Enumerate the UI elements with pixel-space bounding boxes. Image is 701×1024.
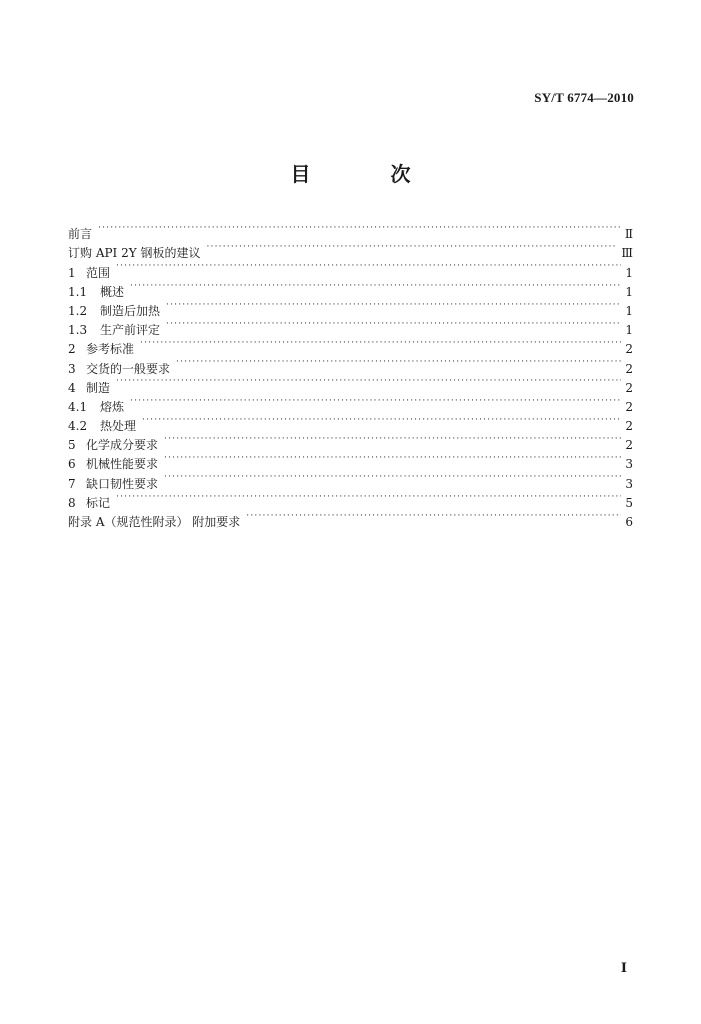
dot-leader xyxy=(164,449,621,468)
toc-entry-text: 机械性能要求 xyxy=(86,457,159,472)
table-of-contents xyxy=(68,219,633,529)
dot-leader xyxy=(176,353,621,372)
toc-entry-page: 1 xyxy=(625,284,633,299)
toc-entry-page: 1 xyxy=(625,323,633,338)
dot-leader xyxy=(130,277,621,296)
toc-entry-4-2[interactable] xyxy=(68,411,633,434)
toc-entry-number: 1.1 xyxy=(68,284,88,299)
toc-entry-3[interactable] xyxy=(68,353,633,376)
toc-entry-text: 参考标准 xyxy=(86,342,135,357)
dot-leader xyxy=(116,257,621,276)
page-number: Ⅰ xyxy=(620,960,627,975)
dot-leader xyxy=(166,315,621,334)
toc-entry-page: 2 xyxy=(625,438,633,453)
toc-entry-number: 4.1 xyxy=(68,399,88,414)
toc-entry-text: 热处理 xyxy=(100,419,137,434)
toc-entry-number: 5 xyxy=(68,438,76,453)
toc-entry-page: Ⅲ xyxy=(621,246,633,261)
dot-leader xyxy=(130,392,621,411)
toc-entry-1-1[interactable] xyxy=(68,277,633,299)
dot-leader xyxy=(164,430,621,449)
toc-entry-number: 6 xyxy=(68,457,76,472)
toc-entry-number: 7 xyxy=(68,476,76,491)
toc-entry-number: 2 xyxy=(68,342,76,357)
page-title: 目 次 xyxy=(290,162,441,186)
toc-entry-text: 标记 xyxy=(86,495,111,510)
toc-entry-page: 5 xyxy=(625,495,633,510)
toc-entry-text: 交货的一般要求 xyxy=(86,361,171,376)
toc-entry-foreword[interactable] xyxy=(68,219,633,242)
toc-entry-page: 1 xyxy=(625,265,633,280)
toc-entry-page: 2 xyxy=(625,380,633,395)
dot-leader xyxy=(116,488,621,507)
toc-entry-page: 2 xyxy=(625,399,633,414)
toc-entry-text: 化学成分要求 xyxy=(86,438,159,453)
toc-entry-page: 3 xyxy=(625,476,633,491)
standard-code: SY/T 6774—2010 xyxy=(534,90,634,105)
dot-leader xyxy=(140,334,621,353)
toc-entry-page: Ⅱ xyxy=(624,227,633,242)
toc-entry-text: 缺口韧性要求 xyxy=(86,476,159,491)
toc-entry-text: 范围 xyxy=(86,265,111,280)
toc-entry-4-1[interactable] xyxy=(68,392,633,414)
toc-entry-number: 3 xyxy=(68,361,76,376)
toc-entry-number: 8 xyxy=(68,495,76,510)
dot-leader xyxy=(164,468,621,487)
toc-entry-text: 制造 xyxy=(86,380,111,395)
toc-entry-number: 4.2 xyxy=(68,419,88,434)
toc-entry-text: 前言 xyxy=(68,227,93,242)
dot-leader xyxy=(116,373,621,392)
toc-entry-text: 生产前评定 xyxy=(100,323,161,338)
toc-entry-1[interactable] xyxy=(68,257,633,280)
toc-entry-page: 3 xyxy=(625,457,633,472)
toc-entry-4[interactable] xyxy=(68,373,633,395)
toc-entry-number: 4 xyxy=(68,380,76,395)
toc-entry-page: 2 xyxy=(625,419,633,434)
dot-leader xyxy=(166,296,621,315)
toc-entry-ordering-advice[interactable] xyxy=(68,238,633,261)
toc-entry-2[interactable] xyxy=(68,334,633,357)
dot-leader xyxy=(246,507,621,526)
toc-entry-number: 1 xyxy=(68,265,76,280)
toc-entry-number: 1.3 xyxy=(68,323,88,338)
toc-entry-page: 2 xyxy=(625,361,633,376)
toc-entry-text: 熔炼 xyxy=(100,399,125,414)
toc-entry-text: 概述 xyxy=(100,284,125,299)
dot-leader xyxy=(98,219,621,238)
dot-leader xyxy=(206,238,617,257)
toc-entry-page: 1 xyxy=(625,303,633,318)
toc-entry-1-2[interactable] xyxy=(68,296,633,318)
toc-entry-text: 订购 API 2Y 钢板的建议 xyxy=(68,246,201,261)
toc-entry-text: 制造后加热 xyxy=(100,303,161,318)
dot-leader xyxy=(142,411,621,430)
toc-entry-appendix-a[interactable] xyxy=(68,507,633,529)
toc-entry-page: 6 xyxy=(625,515,633,529)
toc-entry-8[interactable] xyxy=(68,488,633,510)
toc-entry-number: 1.2 xyxy=(68,303,88,318)
toc-entry-page: 2 xyxy=(625,342,633,357)
toc-entry-5[interactable] xyxy=(68,430,633,453)
toc-entry-text: 附录 A（规范性附录） 附加要求 xyxy=(68,515,241,529)
